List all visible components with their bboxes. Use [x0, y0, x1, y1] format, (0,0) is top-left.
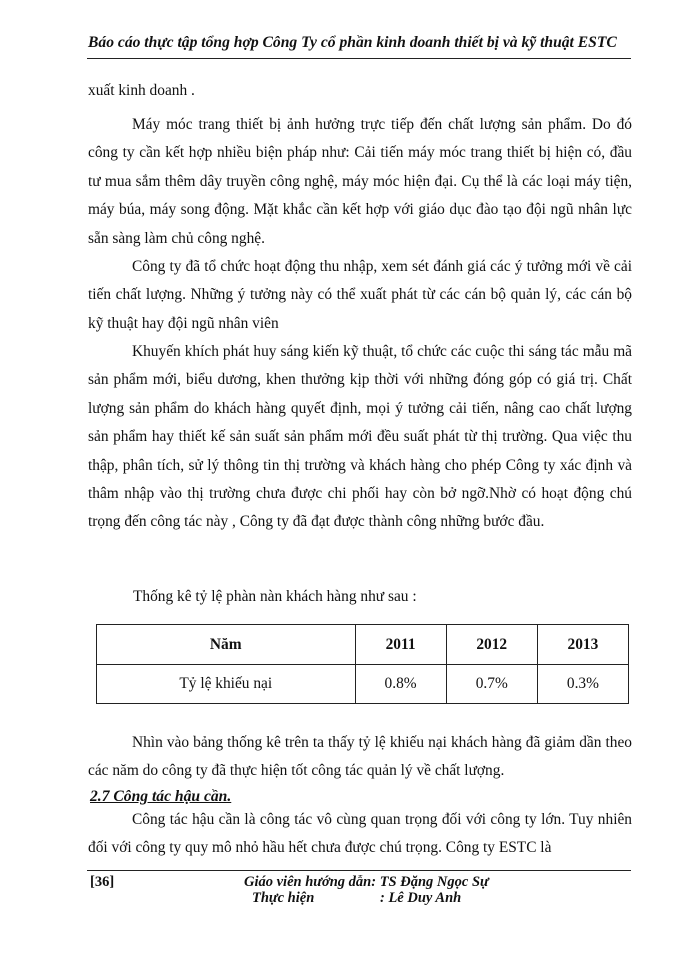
table-cell: 0.8% — [355, 665, 446, 704]
paragraph-equipment: Máy móc trang thiết bị ảnh hưởng trực tiếp đến chất lượng sản phẩm. Do đó công ty cần kết hợp nhiều biện pháp như: Cải tiến máy móc trang thiết bị hiện có, đầu tư mua sắm thêm dây truyền công nghệ, máy móc hiện đại. Cụ thể là các loại máy tiện, máy búa, máy song động. Mặt khắc cần kết hợp với giáo dục đào tạo đội ngũ nhân lực sẵn sàng làm chủ công nghệ. — [88, 116, 632, 247]
table-cell: 0.3% — [537, 665, 628, 704]
page-header-title: Báo cáo thực tập tổng hợp Công Ty cổ phần kinh doanh thiết bị và kỹ thuật ESTC — [88, 34, 617, 51]
paragraph-innovation: Khuyến khích phát huy sáng kiến kỹ thuật, tổ chức các cuộc thi sáng tác mẫu mã sản phẩm mới, biểu dương, khen thưởng kịp thời với những đóng góp có giá trị. Chất lượng sản phẩm do khách hàng quyết định, mọi ý tưởng cải tiến, nâng cao chất lượng sản phẩm hay thiết kế sản suất sản phẩm mới đều suất phát từ thị trường. Qua việc thu thập, phân tích, sử lý thông tin thị trường và khách hàng cho phép Công ty xác định và thâm nhập vào thị trường chưa được chi phối hay còn bở ngỡ.Nhờ có hoạt động chú trọng đến công tác này , Công ty đã đạt được thành công những bước đầu. — [88, 343, 632, 531]
section-heading: 2.7 Công tác hậu cần. — [90, 788, 232, 805]
paragraph-logistics: Công tác hậu cần là công tác vô cùng quan trọng đối với công ty lớn. Tuy nhiên đối với công ty quy mô nhỏ hầu hết chưa được chú trọng. Công ty ESTC là — [88, 811, 632, 857]
table-header-cell: Năm — [97, 625, 356, 665]
paragraph-continuation: xuất kinh doanh . — [88, 82, 195, 99]
table-caption: Thống kê tỷ lệ phàn nàn khách hàng như sau : — [133, 588, 417, 605]
footer-advisor: Giáo viên hướng dẫn: TS Đặng Ngọc Sự — [244, 874, 489, 890]
footer-performer-name: : Lê Duy Anh — [380, 890, 462, 906]
footer-performer-label: Thực hiện — [252, 890, 315, 906]
table-header-cell: 2011 — [355, 625, 446, 665]
table-header-row — [97, 625, 629, 665]
paragraph-table-analysis: Nhìn vào bảng thống kê trên ta thấy tỷ lệ khiếu nại khách hàng đã giảm dần theo các năm do công ty đã thực hiện tốt công tác quản lý về chất lượng. — [88, 734, 632, 780]
paragraph-ideas: Công ty đã tổ chức hoạt động thu nhập, xem sét đánh giá các ý tưởng mới về cải tiến chất lượng. Những ý tưởng này có thể xuất phát từ các cán bộ quản lý, các cán bộ kỹ thuật hay đội ngũ nhân viên — [88, 258, 632, 332]
table-header-cell: 2012 — [446, 625, 537, 665]
header-divider — [87, 58, 631, 59]
footer-divider — [87, 870, 631, 871]
table-cell: Tỷ lệ khiếu nại — [97, 665, 356, 704]
complaint-rate-table — [96, 624, 629, 704]
table-row — [97, 665, 629, 704]
page-number: [36] — [90, 874, 115, 890]
table-header-cell: 2013 — [537, 625, 628, 665]
table-cell: 0.7% — [446, 665, 537, 704]
